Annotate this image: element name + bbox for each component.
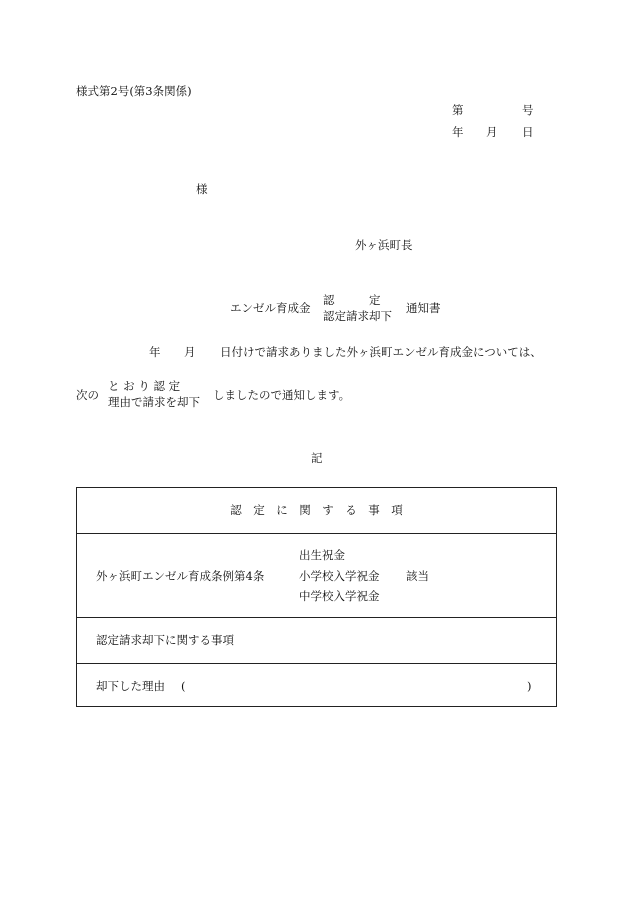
date-day: 日 xyxy=(522,125,534,139)
title-options xyxy=(323,295,392,322)
row3-open-paren: ( xyxy=(181,679,186,693)
table-divider-2 xyxy=(77,617,556,618)
title-option-upper: 認 定 xyxy=(323,293,381,307)
table-header: 認 定 に 関 す る 事 項 xyxy=(230,503,403,517)
body-line2-suffix: しましたので通知します。 xyxy=(213,388,351,402)
addressee-suffix: 様 xyxy=(196,182,208,196)
date-month: 月 xyxy=(486,125,498,139)
row1-items xyxy=(299,550,380,603)
row1-item-junior: 中学校入学祝金 xyxy=(299,589,380,603)
row1-item-elementary: 小学校入学祝金 xyxy=(299,568,380,583)
row3-close-paren: ) xyxy=(527,679,532,693)
body-year: 年 xyxy=(149,345,161,359)
row1-item-birth: 出生祝金 xyxy=(299,548,345,562)
row1-status: 該当 xyxy=(406,569,429,583)
title-suffix: 通知書 xyxy=(406,301,441,315)
body-line2-prefix: 次の xyxy=(76,388,99,402)
row2-label: 認定請求却下に関する事項 xyxy=(96,633,234,647)
issuer: 外ヶ浜町長 xyxy=(355,238,413,252)
body-line2-options xyxy=(108,381,200,408)
body-month: 月 xyxy=(184,345,196,359)
row1-label: 外ヶ浜町エンゼル育成条例第4条 xyxy=(96,569,265,583)
table-divider-1 xyxy=(77,533,556,534)
body-option-lower: 理由で請求を却下 xyxy=(108,394,200,409)
certification-table xyxy=(76,487,557,707)
doc-number-dai: 第 xyxy=(452,103,464,117)
ki-heading: 記 xyxy=(311,451,323,465)
form-label: 様式第2号(第3条関係) xyxy=(76,84,192,98)
title-prefix: エンゼル育成金 xyxy=(230,301,311,315)
table-divider-3 xyxy=(77,663,556,664)
date-year: 年 xyxy=(452,125,464,139)
body-option-upper: と お り 認 定 xyxy=(108,379,181,393)
row3-label: 却下した理由 xyxy=(96,679,165,693)
body-line1-text: 日付けで請求ありました外ヶ浜町エンゼル育成金については、 xyxy=(220,345,542,359)
doc-number-go: 号 xyxy=(522,103,534,117)
title-option-lower: 認定請求却下 xyxy=(323,308,392,323)
